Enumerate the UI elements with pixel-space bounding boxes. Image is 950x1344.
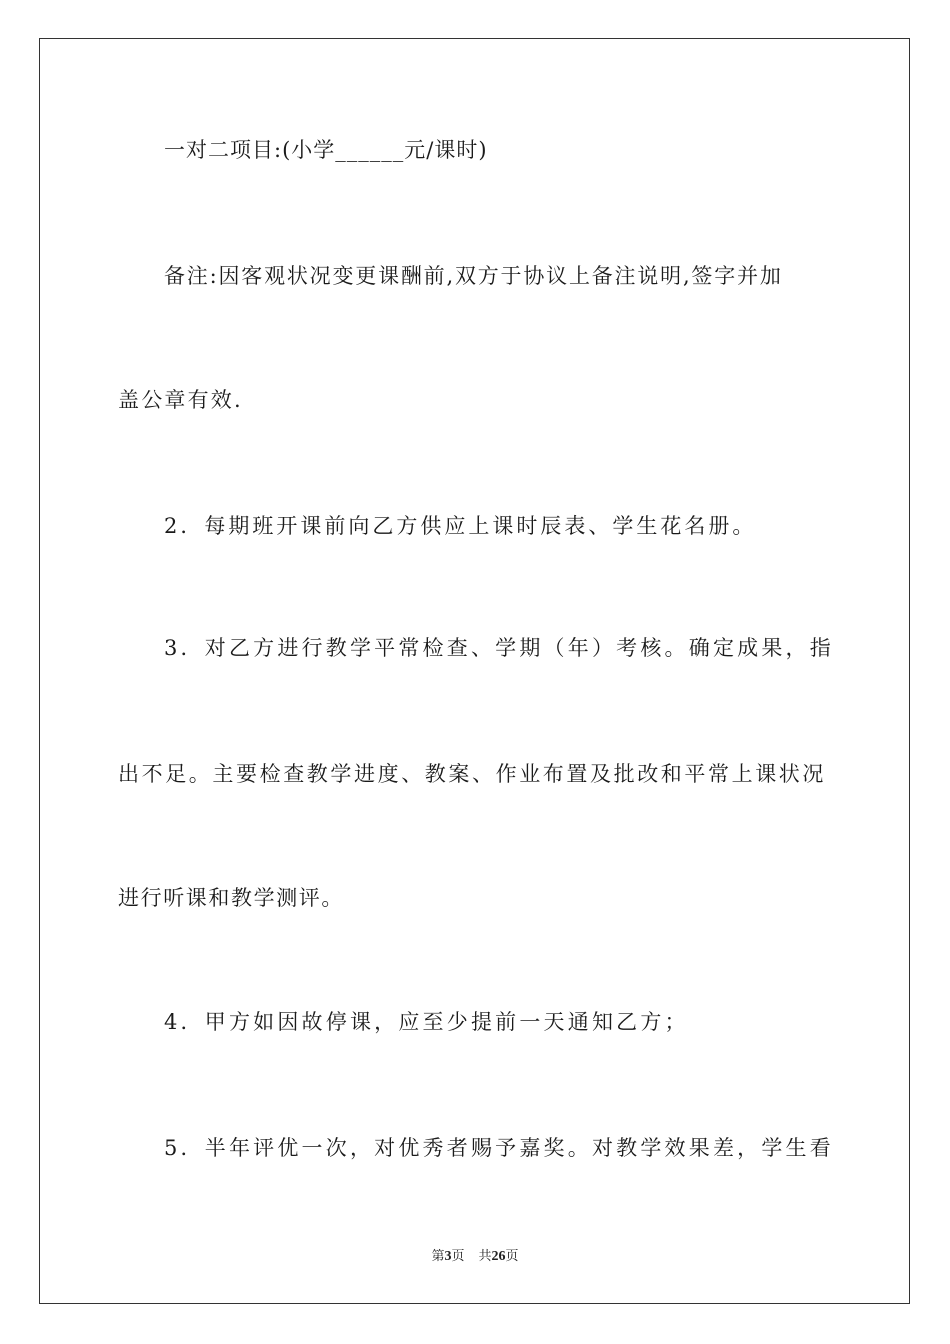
text-line-1: 一对二项目:(小学______元/课时) [164, 138, 488, 162]
text-line-7: 进行听课和教学测评。 [118, 886, 344, 910]
text-line-8: 4．甲方如因故停课，应至少提前一天通知乙方； [164, 1010, 689, 1034]
page-footer [0, 1248, 950, 1266]
text-line-6: 出不足。主要检查教学进度、教案、作业布置及批改和平常上课状况 [118, 762, 826, 786]
text-line-3: 盖公章有效. [118, 388, 243, 412]
total-prefix: 共 [478, 1249, 492, 1264]
text-line-5: 3．对乙方进行教学平常检查、学期（年）考核。确定成果，指 [164, 636, 834, 660]
page-border [39, 38, 910, 1304]
text-line-9: 5．半年评优一次，对优秀者赐予嘉奖。对教学效果差，学生看 [164, 1136, 834, 1160]
page-suffix: 页 [451, 1249, 465, 1264]
total-pages: 26 [491, 1249, 506, 1264]
text-line-2: 备注:因客观状况变更课酬前,双方于协议上备注说明,签字并加 [164, 264, 783, 288]
page-prefix: 第 [431, 1249, 445, 1264]
total-suffix: 页 [505, 1249, 519, 1264]
text-line-4: 2．每期班开课前向乙方供应上课时辰表、学生花名册。 [164, 514, 757, 538]
page-number: 3 [444, 1249, 452, 1264]
